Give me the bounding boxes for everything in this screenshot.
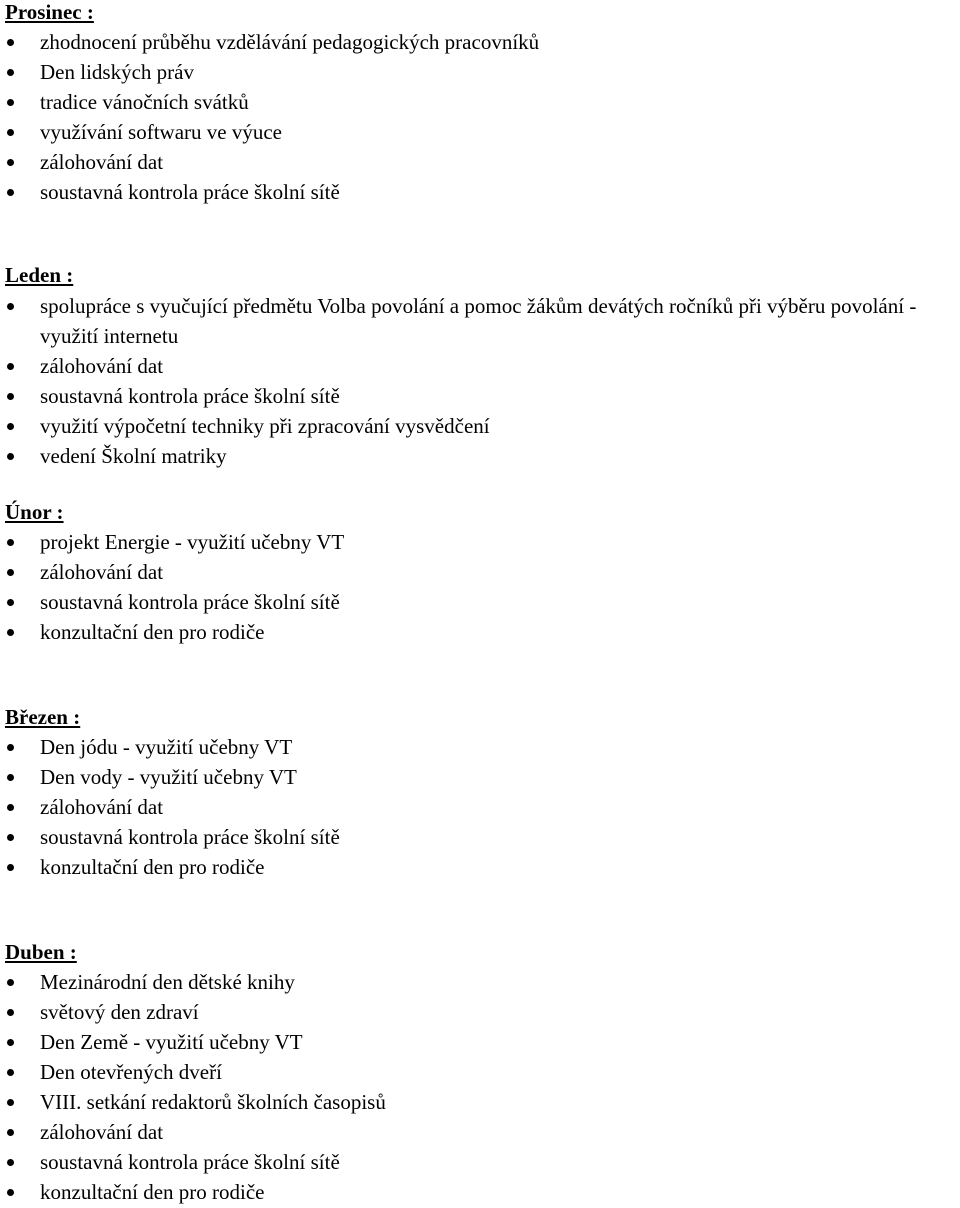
list-item-text: vedení Školní matriky: [40, 444, 227, 468]
list-item-text: soustavná kontrola práce školní sítě: [40, 1150, 340, 1174]
bullet-icon: [7, 1069, 14, 1076]
list-item-text: soustavná kontrola práce školní sítě: [40, 384, 340, 408]
list-item-text: Den Země - využití učebny VT: [40, 1030, 303, 1054]
list-item-text: zálohování dat: [40, 150, 164, 174]
bullet-icon: [7, 774, 14, 781]
bullet-icon: [7, 1129, 14, 1136]
bullet-icon: [7, 99, 14, 106]
bullet-icon: [7, 363, 14, 370]
list-item-text: Mezinárodní den dětské knihy: [40, 970, 295, 994]
section-heading: Březen :: [5, 705, 81, 729]
bullet-icon: [7, 864, 14, 871]
bullet-icon: [7, 393, 14, 400]
bullet-icon: [7, 629, 14, 636]
list-item-text: zálohování dat: [40, 1120, 164, 1144]
list-item-text: zálohování dat: [40, 560, 164, 584]
list-item-text: VIII. setkání redaktorů školních časopisů: [40, 1090, 386, 1114]
list-item-text: konzultační den pro rodiče: [40, 855, 265, 879]
list-item-text: konzultační den pro rodiče: [40, 1180, 265, 1204]
list-item-text: soustavná kontrola práce školní sítě: [40, 590, 340, 614]
section-heading: Leden :: [5, 263, 74, 287]
section-heading: Prosinec :: [5, 0, 94, 24]
list-item-text: využívání softwaru ve výuce: [40, 120, 283, 144]
bullet-icon: [7, 979, 14, 986]
section-heading: Únor :: [5, 500, 64, 524]
bullet-icon: [7, 453, 14, 460]
list-item-text: Den jódu - využití učebny VT: [40, 735, 293, 759]
list-item-text: projekt Energie - využití učebny VT: [40, 530, 345, 554]
list-item-text: soustavná kontrola práce školní sítě: [40, 825, 340, 849]
bullet-icon: [7, 159, 14, 166]
bullet-icon: [7, 423, 14, 430]
bullet-icon: [7, 69, 14, 76]
bullet-icon: [7, 129, 14, 136]
bullet-icon: [7, 1189, 14, 1196]
list-item-text: využití výpočetní techniky při zpracování vysvědčení: [40, 414, 490, 438]
bullet-icon: [7, 539, 14, 546]
bullet-icon: [7, 1039, 14, 1046]
bullet-icon: [7, 1099, 14, 1106]
list-item-text: Den otevřených dveří: [40, 1060, 222, 1084]
list-item-text: světový den zdraví: [40, 1000, 199, 1024]
bullet-icon: [7, 1009, 14, 1016]
bullet-icon: [7, 1159, 14, 1166]
bullet-icon: [7, 804, 14, 811]
section-heading: Duben :: [5, 940, 77, 964]
bullet-icon: [7, 599, 14, 606]
list-item-text: zálohování dat: [40, 354, 164, 378]
bullet-icon: [7, 189, 14, 196]
bullet-icon: [7, 834, 14, 841]
list-item-text: tradice vánočních svátků: [40, 90, 249, 114]
list-item-text: zhodnocení průběhu vzdělávání pedagogických pracovníků: [40, 30, 540, 54]
bullet-icon: [7, 569, 14, 576]
list-item-text: zálohování dat: [40, 795, 164, 819]
bullet-icon: [7, 744, 14, 751]
bullet-icon: [7, 303, 14, 310]
list-item-text: Den lidských práv: [40, 60, 194, 84]
bullet-icon: [7, 39, 14, 46]
list-item-text: soustavná kontrola práce školní sítě: [40, 180, 340, 204]
list-item-text: spolupráce s vyučující předmětu Volba povolání a pomoc žákům devátých ročníků při výběru povolání - využití internetu: [40, 294, 917, 348]
list-item-text: konzultační den pro rodiče: [40, 620, 265, 644]
list-item-text: Den vody - využití učebny VT: [40, 765, 297, 789]
